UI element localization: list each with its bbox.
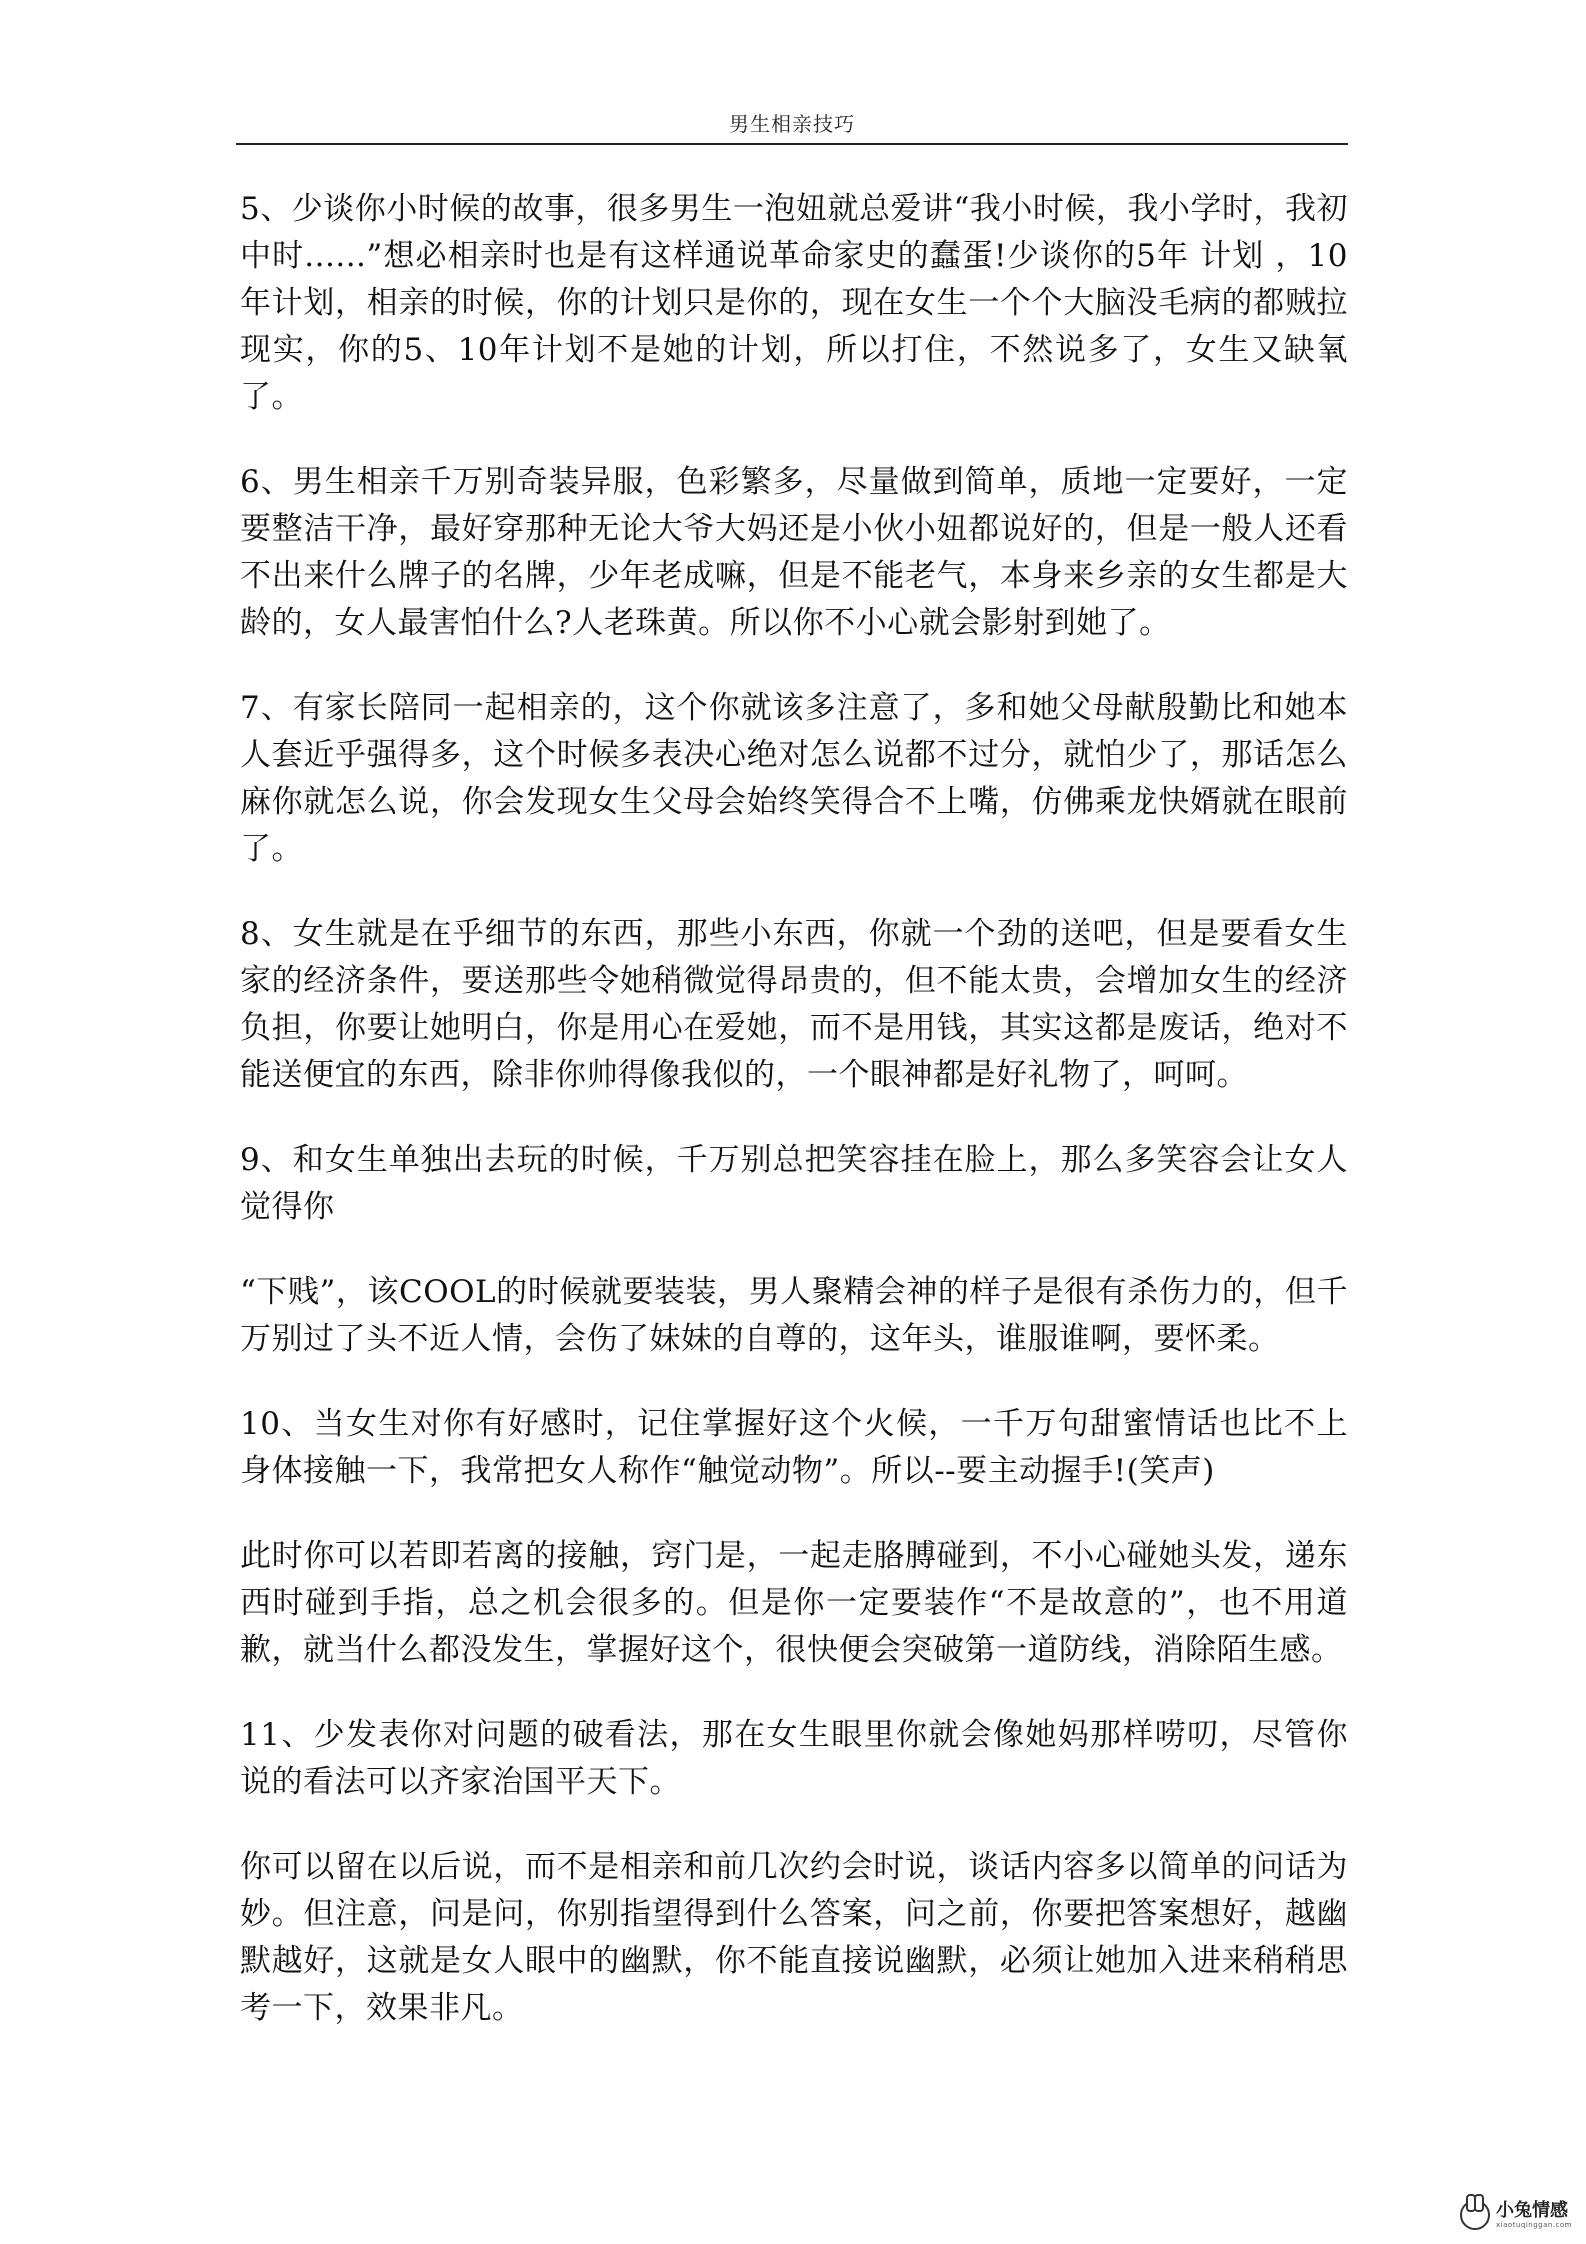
paragraph-tip-8: 8、女生就是在乎细节的东西，那些小东西，你就一个劲的送吧，但是要看女生家的经济条件，要送那些令她稍微觉得昂贵的，但不能太贵，会增加女生的经济负担，你要让她明白，你是用心在爱她，而不是用钱，其实这都是废话，绝对不能送便宜的东西，除非你帅得像我似的，一个眼神都是好礼物了，呵呵。	[240, 916, 1348, 1093]
paragraph-tip-9-continued: “下贱”，该COOL的时候就要装装，男人聚精会神的样子是很有杀伤力的，但千万别过了头不近人情，会伤了妹妹的自尊的，这年头，谁服谁啊，要怀柔。	[240, 1274, 1348, 1357]
header-divider	[236, 143, 1348, 145]
paragraph-tip-11-continued: 你可以留在以后说，而不是相亲和前几次约会时说，谈话内容多以简单的问话为妙。但注意，问是问，你别指望得到什么答案，问之前，你要把答案想好，越幽默越好，这就是女人眼中的幽默，你不能直接说幽默，必须让她加入进来稍稍思考一下，效果非凡。	[240, 1849, 1348, 2026]
watermark-title: 小兔情感	[1496, 2199, 1569, 2221]
watermark	[1460, 2200, 1572, 2230]
paragraph-tip-10-continued: 此时你可以若即若离的接触，窍门是，一起走胳膊碰到，不小心碰她头发，递东西时碰到手指，总之机会很多的。但是你一定要装作“不是故意的”，也不用道歉，就当什么都没发生，掌握好这个，很快便会突破第一道防线，消除陌生感。	[240, 1538, 1348, 1668]
watermark-text	[1496, 2199, 1572, 2229]
paragraph-tip-11: 11、少发表你对问题的破看法，那在女生眼里你就会像她妈那样唠叨，尽管你说的看法可以齐家治国平天下。	[240, 1717, 1348, 1800]
page-header: 男生相亲技巧	[729, 112, 855, 136]
document-body	[240, 186, 1348, 2070]
paragraph-tip-7: 7、有家长陪同一起相亲的，这个你就该多注意了，多和她父母献殷勤比和她本人套近乎强得多，这个时候多表决心绝对怎么说都不过分，就怕少了，那话怎么麻你就怎么说，你会发现女生父母会始终笑得合不上嘴，仿佛乘龙快婿就在眼前了。	[240, 690, 1348, 867]
rabbit-logo-icon	[1460, 2200, 1490, 2230]
watermark-subtitle: xiaotuqinggan.com	[1496, 2220, 1572, 2229]
paragraph-tip-9: 9、和女生单独出去玩的时候，千万别总把笑容挂在脸上，那么多笑容会让女人觉得你	[240, 1142, 1348, 1225]
paragraph-tip-5: 5、少谈你小时候的故事，很多男生一泡妞就总爱讲“我小时候，我小学时，我初中时......”想必相亲时也是有这样通说革命家史的蠢蛋!少谈你的5年 计划 ，10年计划，相亲的时候，你的计划只是你的，现在女生一个个大脑没毛病的都贼拉现实，你的5、10年计划不是她的计划，所以打住，不然说多了，女生又缺氧了。	[240, 191, 1348, 415]
paragraph-tip-10: 10、当女生对你有好感时，记住掌握好这个火候，一千万句甜蜜情话也比不上身体接触一下，我常把女人称作“触觉动物”。所以--要主动握手!(笑声)	[240, 1406, 1348, 1489]
paragraph-tip-6: 6、男生相亲千万别奇装异服，色彩繁多，尽量做到简单，质地一定要好，一定要整洁干净，最好穿那种无论大爷大妈还是小伙小妞都说好的，但是一般人还看不出来什么牌子的名牌，少年老成嘛，但是不能老气，本身来乡亲的女生都是大龄的，女人最害怕什么?人老珠黄。所以你不小心就会影射到她了。	[240, 464, 1348, 641]
